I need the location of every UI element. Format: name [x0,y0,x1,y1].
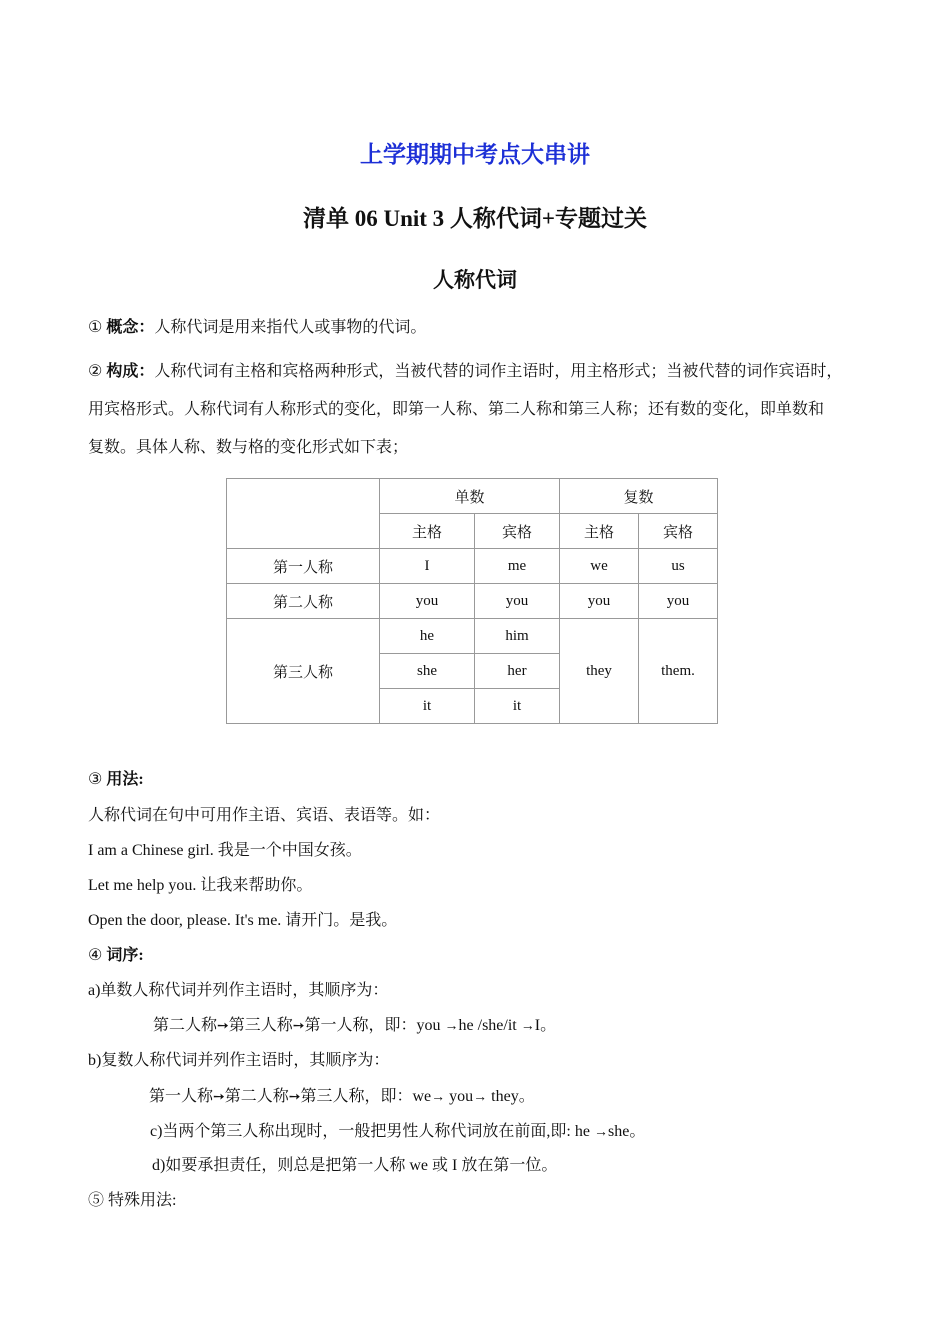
order-c [150,1122,645,1143]
order-b-item-1: 第一人称 [149,1088,214,1105]
arrow-icon: → [431,1090,446,1105]
cell-third-plural-object: them. [639,619,718,724]
order-a-item-3: 第一人称，即：you [304,1017,441,1034]
arrow-icon: ➙ [292,1019,305,1034]
special-usage-number: ⑤ [88,1192,105,1209]
arrow-icon: ➙ [288,1090,301,1105]
order-a: a)单数人称代词并列作主语时，其顺序为： [88,982,389,999]
order-b-word-2: you [449,1088,474,1105]
arrow-icon: → [593,1125,608,1140]
usage-example-2: Let me help you. 让我来帮助你。 [88,877,313,894]
usage-label: 用法: [106,771,144,788]
cell-first-singular-subject: I [380,549,475,584]
cell-second-singular-object: you [475,584,560,619]
usage-intro: 人称代词在句中可用作主语、宾语、表语等。如： [88,807,441,824]
order-label: 词序: [106,947,144,964]
cell-third-plural-subject: they [560,619,639,724]
table-row-third-person-he [227,619,718,654]
cell-second-plural-subject: you [560,584,639,619]
order-a-word-2: he /she/it [458,1017,517,1034]
cell-third-him: him [475,619,560,654]
structure-line-1 [88,362,842,382]
arrow-icon: ➙ [213,1090,225,1105]
special-usage-heading [88,1191,176,1211]
series-title: 上学期期中考点大串讲 [360,142,590,167]
order-c-text: c)当两个第三人称出现时，一般把男性人称代词放在前面,即: he [150,1123,590,1140]
concept-text: 人称代词是用来指代人或事物的代词。 [154,319,427,336]
order-b: b)复数人称代词并列作主语时，其顺序为： [88,1052,390,1069]
table-row-first-person [227,549,718,584]
concept-paragraph [88,318,426,338]
structure-text-1: 人称代词有主格和宾格两种形式，当被代替的词作主语时，用主格形式；当被代替的词作宾语时， [154,363,843,380]
order-b-sequence [149,1087,535,1108]
order-c-end: she。 [607,1123,646,1140]
structure-line-2: 用宾格形式。人称代词有人称形式的变化，即第一人称、第二人称和第三人称；还有数的变化，即单数和 [88,401,825,418]
table-row-second-person [227,584,718,619]
row-label-second: 第二人称 [227,584,380,619]
section-title: 人称代词 [433,268,517,292]
order-d: d)如要承担责任，则总是把第一人称 we 或 I 放在第一位。 [152,1157,558,1174]
order-a-item-1: 第二人称 [153,1017,218,1034]
cell-second-plural-object: you [639,584,718,619]
header-singular-object: 宾格 [475,514,560,549]
document-title: 清单 06 Unit 3 人称代词+专题过关 [302,206,648,231]
order-b-item-3: 第三人称，即：we [300,1088,432,1105]
cell-third-it-object: it [475,689,560,724]
cell-third-her: her [475,654,560,689]
cell-first-singular-object: me [475,549,560,584]
arrow-icon: ➙ [217,1019,229,1034]
arrow-icon: → [444,1019,459,1034]
cell-third-he: he [380,619,475,654]
order-a-sequence [153,1016,556,1037]
structure-line-3: 复数。具体人称、数与格的变化形式如下表； [88,439,409,456]
order-b-word-3: they。 [491,1088,535,1105]
usage-heading [88,770,144,790]
cell-first-plural-subject: we [560,549,639,584]
arrow-icon: → [520,1019,535,1034]
row-label-third: 第三人称 [227,619,380,724]
cell-first-plural-object: us [639,549,718,584]
order-a-word-3: I。 [534,1017,557,1034]
usage-number: ③ [88,771,103,788]
special-usage-label: 特殊用法: [108,1192,177,1209]
structure-number: ② [88,363,103,380]
header-singular: 单数 [380,479,560,514]
cell-third-it: it [380,689,475,724]
arrow-icon: → [473,1090,488,1105]
order-number: ④ [88,947,103,964]
header-plural-object: 宾格 [639,514,718,549]
order-b-item-2: 第二人称 [224,1088,289,1105]
order-a-item-2: 第三人称 [228,1017,293,1034]
header-plural: 复数 [560,479,718,514]
header-singular-subject: 主格 [380,514,475,549]
cell-third-she: she [380,654,475,689]
concept-label: 概念： [106,319,155,336]
table-corner-cell [227,479,380,549]
row-label-first: 第一人称 [227,549,380,584]
usage-example-3: Open the door, please. It's me. 请开门。是我。 [88,912,398,929]
order-heading [88,946,144,966]
structure-label: 构成： [106,363,155,380]
header-plural-subject: 主格 [560,514,639,549]
pronoun-table [226,478,718,724]
usage-example-1: I am a Chinese girl. 我是一个中国女孩。 [88,842,362,859]
cell-second-singular-subject: you [380,584,475,619]
concept-number: ① [88,319,103,336]
